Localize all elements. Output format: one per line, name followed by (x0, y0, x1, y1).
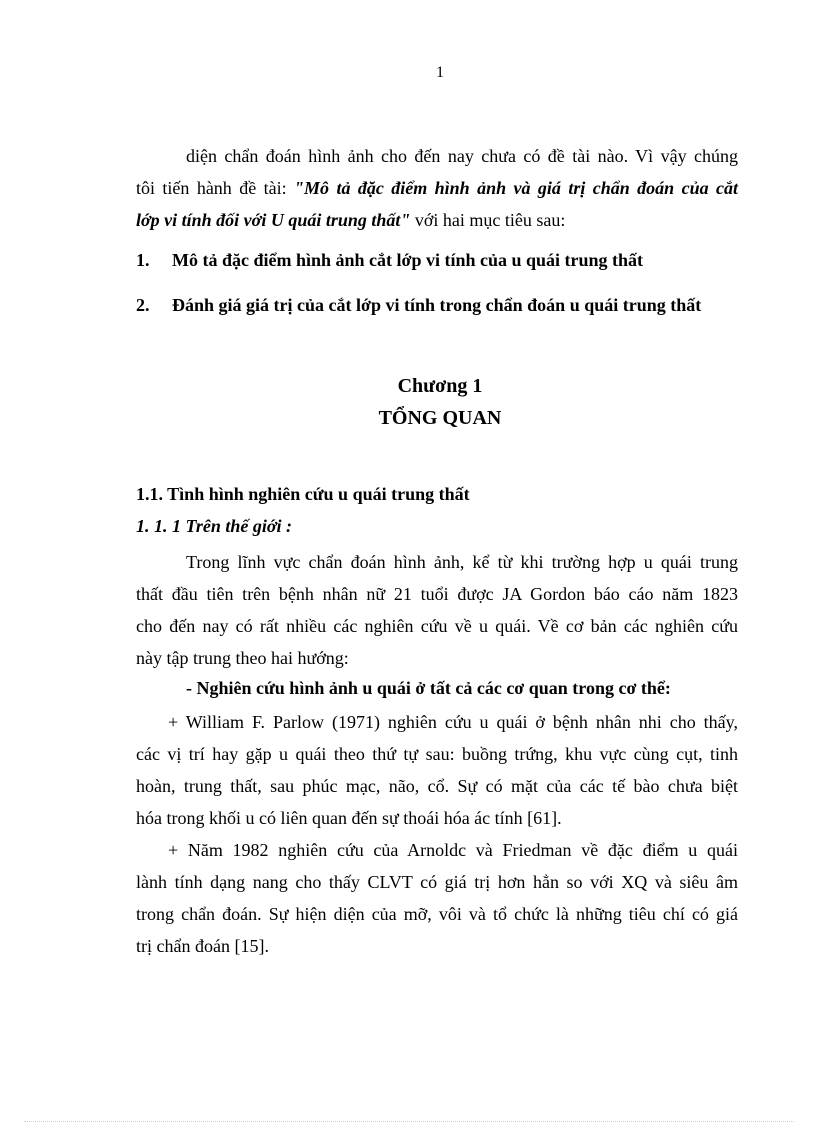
intro-line-3 (136, 204, 738, 236)
paragraph-2-line: các vị trí hay gặp u quái theo thứ tự sau: buồng trứng, khu vực cùng cụt, tinh (136, 744, 738, 764)
objective-number: 1. (136, 250, 150, 270)
paragraph-3-line: trị chẩn đoán [15]. (136, 936, 269, 956)
section-heading: 1.1. Tình hình nghiên cứu u quái trung thất (136, 484, 470, 504)
objective-number: 2. (136, 295, 150, 315)
objective-text: Đánh giá giá trị của cắt lớp vi tính trong chẩn đoán u quái trung thất (172, 295, 702, 315)
objective-item-1 (136, 250, 756, 271)
intro-line-2 (136, 172, 738, 204)
paragraph-1-line: thất đầu tiên trên bệnh nhân nữ 21 tuổi được JA Gordon báo cáo năm 1823 (136, 584, 738, 604)
paragraph-1-line: này tập trung theo hai hướng: (136, 648, 349, 668)
thesis-title-part-1: "Mô tả đặc điểm hình ảnh và giá trị chẩn đoán của cắt (294, 178, 739, 198)
paragraph-3-line: trong chẩn đoán. Sự hiện diện của mỡ, vôi và tổ chức là những tiêu chí có giá (136, 904, 738, 924)
paragraph-2 (136, 706, 738, 834)
paragraph-3-line: + Năm 1982 nghiên cứu của Arnoldc và Friedman về đặc điểm u quái (168, 840, 738, 860)
bullet-heading: - Nghiên cứu hình ảnh u quái ở tất cả các cơ quan trong cơ thể: (186, 678, 671, 698)
page-bottom-rule (24, 1121, 794, 1122)
chapter-title: TỔNG QUAN (378, 407, 502, 429)
intro-line-2-prefix: tôi tiến hành đề tài: (136, 178, 295, 198)
paragraph-3-line: lành tính dạng nang cho thấy CLVT có giá trị hơn hẳn so với XQ và siêu âm (136, 872, 738, 892)
paragraph-2-line: hoàn, trung thất, sau phúc mạc, não, cổ. Sự có mặt của các tế bào chưa biệt (136, 776, 738, 796)
intro-paragraph (136, 140, 738, 236)
paragraph-3 (136, 834, 738, 962)
paragraph-1-line: cho đến nay có rất nhiều các nghiên cứu về u quái. Về cơ bản các nghiên cứu (136, 616, 738, 636)
subsection-heading: 1. 1. 1 Trên thế giới : (136, 516, 292, 536)
paragraph-1-line: Trong lĩnh vực chẩn đoán hình ảnh, kể từ khi trường hợp u quái trung (186, 552, 738, 572)
objective-item-2 (136, 295, 756, 316)
page-number: 1 (436, 64, 444, 81)
paragraph-2-line: hóa trong khối u có liên quan đến sự thoái hóa ác tính [61]. (136, 808, 562, 828)
objective-text: Mô tả đặc điểm hình ảnh cắt lớp vi tính của u quái trung thất (172, 250, 644, 270)
paragraph-1 (136, 546, 738, 674)
paragraph-2-line: + William F. Parlow (1971) nghiên cứu u quái ở bệnh nhân nhi cho thấy, (168, 712, 738, 732)
intro-line-3-suffix: với hai mục tiêu sau: (410, 210, 566, 230)
chapter-label: Chương 1 (397, 375, 483, 397)
intro-line-1: diện chẩn đoán hình ảnh cho đến nay chưa có đề tài nào. Vì vậy chúng (186, 146, 738, 166)
thesis-title-part-2: lớp vi tính đối với U quái trung thất" (136, 210, 411, 230)
